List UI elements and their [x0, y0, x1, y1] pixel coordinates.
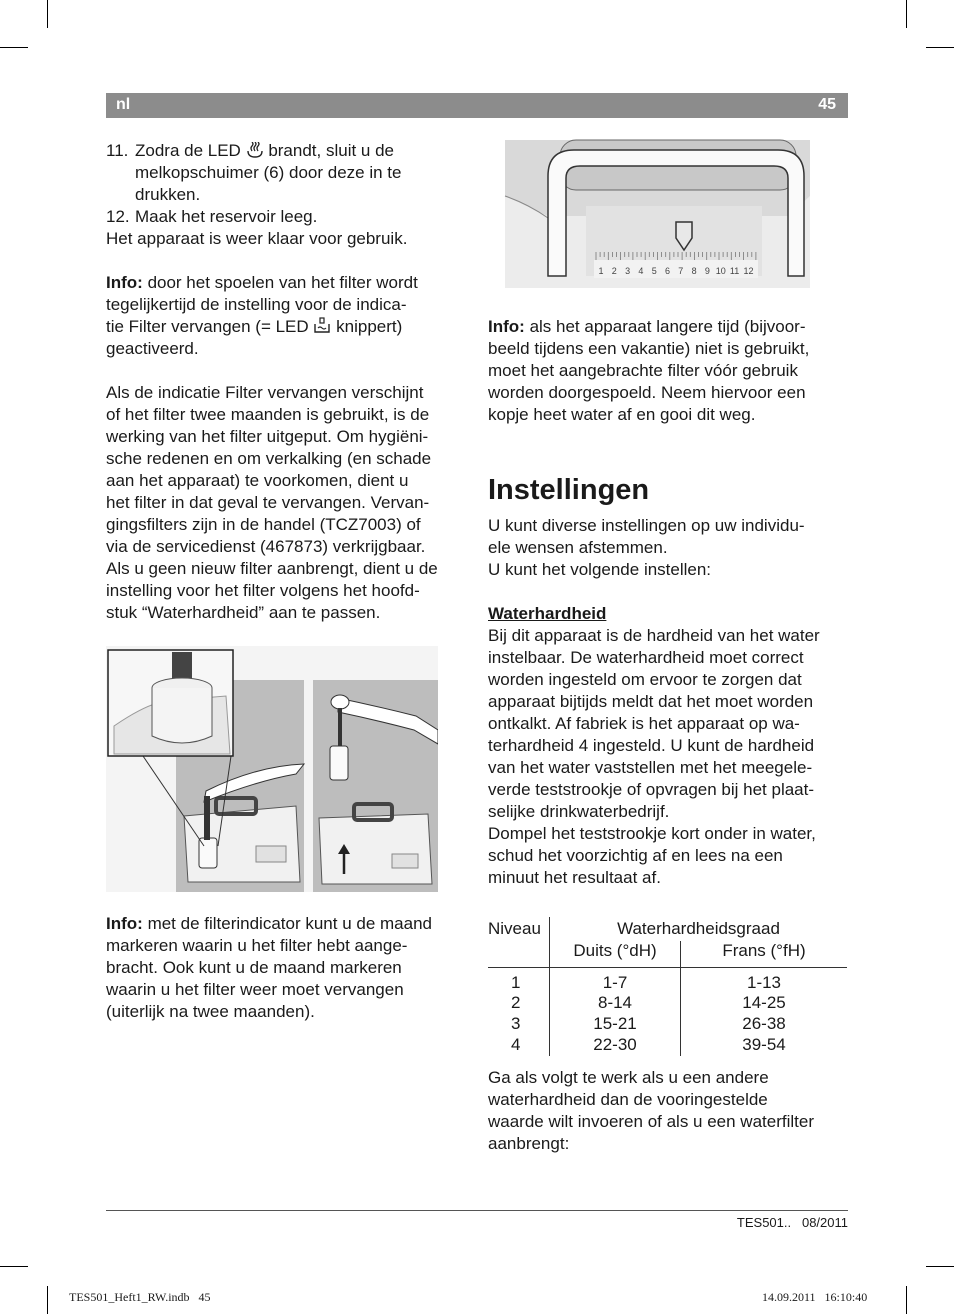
left-column: 11. Zodra de LED brandt, sluit u de melkopschuimer (6) door deze in te drukken. 12. Maak het reservoir leeg. Het apparaat is weer klaar voor gebruik. Info: door het spoelen van het filter wordt tegelijkertijd de instelling voor de indica- tie Filter vervangen (= LED knippert) geactiveerd. Als de indicatie Filter vervangen verschijnt of het filter twee maanden is gebruikt, is de werking van het filter uitgeput. Om hygiëni- sche redenen en om verkalking (en schade aan het apparaat) te voorkomen, dient u het filter in dat geval te vervangen. Vervan- gingsfilters zijn in de handel (TCZ7003) of via de servicedienst (467873) verkrijgbaar. Als u geen nieuw filter aanbrengt, dient u de instelling voor het filter volgens het hoofd- stuk “Waterhardheid” aan te passen.	[106, 140, 468, 624]
dial-number: 9	[704, 266, 710, 276]
intro-text: U kunt diverse instellingen op uw individu- ele wensen afstemmen. U kunt het volgende instellen: Waterhardheid Bij dit apparaat is de hardheid van het water instelbaar. De waterhardheid moet correct worden ingesteld om ervoor te zorgen dat apparaat bijtijds meldt dat het moet worden ontkalkt. Af fabriek is het apparaat op wa- terhardheid 4 ingesteld. U kunt de hardheid van het water vaststellen met het meegele- verde teststrookje of opvragen bij het plaat- selijke drinkwaterbedrijf. Dompel het teststrookje kort onder in water, schud het voorzichtig af en lees na een minuut het resultaat af.	[488, 515, 850, 889]
dial-number: 5	[651, 266, 657, 276]
dial-number: 11	[729, 266, 740, 276]
table-row: 4 22-30 39-54	[488, 1035, 847, 1056]
dial-number: 7	[678, 266, 684, 276]
dial-number: 6	[664, 266, 671, 276]
info-2: Info: met de filterindicator kunt u de maand markeren waarin u het filter hebt aange- bracht. Ook kunt u de maand markeren waarin u het filter weer moet vervangen (uiterlijk na twee maanden).	[106, 914, 432, 1021]
dial-number: 4	[638, 266, 644, 276]
subheading: Waterhardheid	[488, 604, 607, 623]
crop-mark	[0, 47, 28, 48]
outro-text: Ga als volgt te werk als u een andere waterhardheid dan de vooringestelde waarde wilt invoeren of als u een waterfilter aanbrengt:	[488, 1068, 814, 1153]
dial-number: 3	[625, 266, 631, 276]
footer-rule	[106, 1210, 848, 1211]
filter-insertion-illustration	[106, 646, 438, 892]
filter-month-dial-illustration	[488, 126, 848, 288]
dial-number: 1	[598, 266, 604, 276]
dial-number: 10	[715, 266, 726, 276]
step-12: 12. Maak het reservoir leeg.	[106, 207, 318, 226]
col-dh: Duits (°dH)	[550, 941, 681, 967]
dial-number: 2	[611, 266, 617, 276]
print-slug-right: 14.09.2011 16:10:40	[762, 1290, 868, 1304]
info-1: Info: door het spoelen van het filter wordt	[106, 273, 418, 292]
dial-number: 8	[691, 266, 697, 276]
footer-model-date: TES501.. 08/2011	[736, 1215, 848, 1230]
col-group: Waterhardheidsgraad	[617, 919, 780, 938]
ready-text: Het apparaat is weer klaar voor gebruik.	[106, 229, 408, 248]
language-label: nl	[116, 96, 131, 113]
water-hardness-table	[488, 917, 847, 1056]
section-heading: Instellingen	[488, 474, 650, 506]
col-niveau: Niveau	[488, 917, 550, 941]
filter-led-icon	[313, 317, 331, 334]
filter-paragraph: Als de indicatie Filter vervangen verschijnt of het filter twee maanden is gebruikt, is de werking van het filter uitgeput. Om hygiëni- sche redenen en om verkalking (en schade aan het apparaat) te voorkomen, dient u het filter in dat geval te vervangen. Vervan- gingsfilters zijn in de handel (TCZ7003) of via de servicedienst (467873) verkrijgbaar. Als u geen nieuw filter aanbrengt, dient u de instelling voor het filter volgens het hoofd- stuk “Waterhardheid” aan te passen.	[106, 383, 438, 622]
crop-mark	[47, 1286, 48, 1314]
page-header	[106, 93, 848, 118]
print-slug-left: TES501_Heft1_RW.indb 45	[69, 1290, 211, 1304]
steam-led-icon	[246, 142, 264, 158]
crop-mark	[926, 47, 954, 48]
dial-number: 12	[743, 266, 754, 276]
crop-mark	[906, 1286, 907, 1314]
crop-mark	[906, 0, 907, 28]
step-11: 11. Zodra de LED brandt, sluit u de melkopschuimer (6) door deze in te drukken.	[106, 141, 402, 204]
crop-mark	[0, 1266, 28, 1267]
crop-mark	[926, 1266, 954, 1267]
table-row: 2 8-14 14-25	[488, 993, 847, 1014]
table-row: 3 15-21 26-38	[488, 1014, 847, 1035]
right-column: Info: als het apparaat langere tijd (bijvoor- beeld tijdens een vakantie) niet is gebruikt, moet het aangebrachte filter vóór gebruik worden doorgespoeld. Neem hiervoor een kopje heet water af en gooi dit weg.	[488, 316, 850, 426]
col-fh: Frans (°fH)	[681, 941, 848, 967]
info-3: Info: als het apparaat langere tijd (bijvoor-	[488, 317, 806, 336]
page-number: 45	[818, 96, 836, 113]
crop-mark	[47, 0, 48, 28]
table-row: 1 1-7 1-13	[488, 973, 847, 993]
